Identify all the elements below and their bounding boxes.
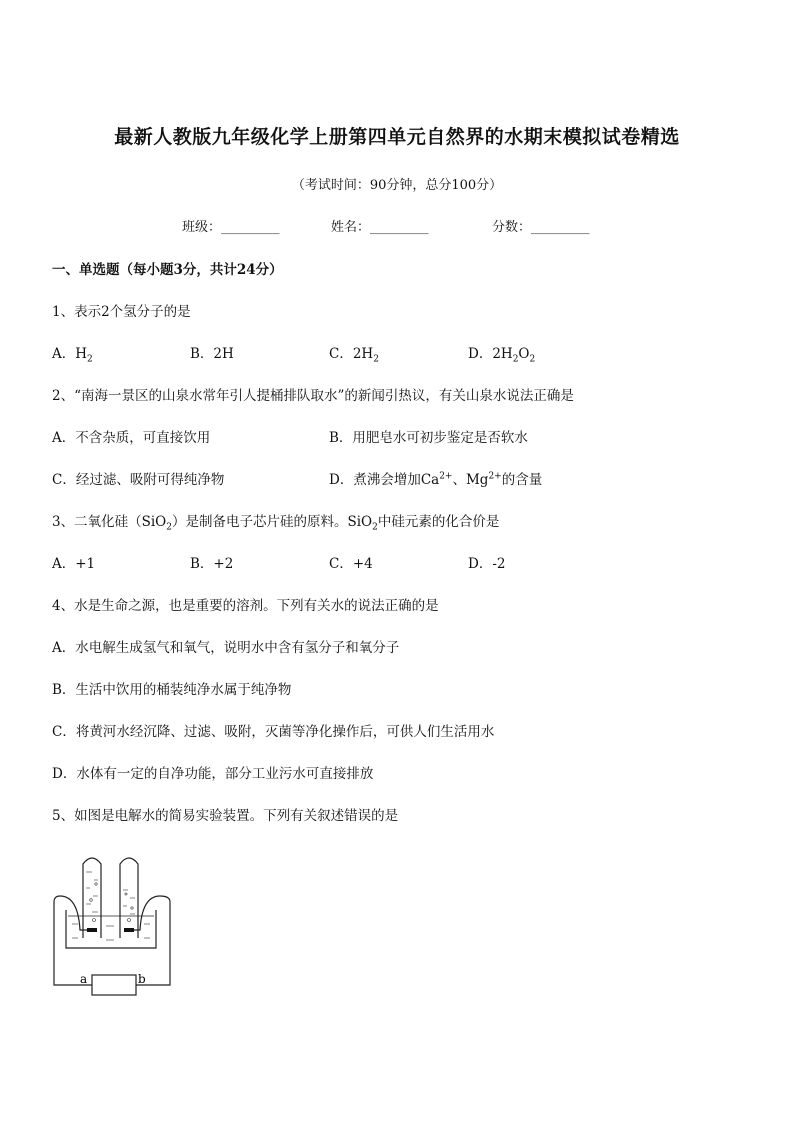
name-label: 姓名： <box>331 220 371 235</box>
name-blank: _________ <box>370 220 429 235</box>
question-2-option-d: D．煮沸会增加$Ca^{2+}$、$Mg^{2+}$的含量 <box>329 471 543 488</box>
question-3-stem: 3、二氧化硅（SiO$_2$）是制备电子芯片硅的原料。SiO$_2$中硅元素的化合价是 <box>52 514 500 533</box>
power-supply <box>92 975 136 995</box>
question-1-stem: 1、表示2个氢分子的是 <box>52 304 191 320</box>
score-label: 分数： <box>492 220 532 235</box>
electrolysis-apparatus-diagram <box>50 850 180 1000</box>
left-electrode <box>87 928 97 932</box>
question-4-option-d: D．水体有一定的自净功能，部分工业污水可直接排放 <box>52 766 374 782</box>
question-4-stem: 4、水是生命之源，也是重要的溶剂。下列有关水的说法正确的是 <box>52 598 439 614</box>
terminal-label-a: a <box>80 972 88 986</box>
question-1-option-d: D．$2H_2O_2$ <box>468 346 536 365</box>
question-2-option-a: A．不含杂质，可直接饮用 <box>52 430 211 446</box>
question-3-option-c: C．+4 <box>329 556 373 572</box>
question-5-stem: 5、如图是电解水的简易实验装置。下列有关叙述错误的是 <box>52 808 399 824</box>
question-3-option-a: A．+1 <box>52 556 96 572</box>
page-title: 最新人教版九年级化学上册第四单元自然界的水期末模拟试卷精选 <box>114 126 680 148</box>
name-field <box>331 216 429 235</box>
question-4-option-b: B．生活中饮用的桶装纯净水属于纯净物 <box>52 682 292 698</box>
exam-time-note: （考试时间：90分钟，总分100分） <box>291 178 503 193</box>
question-2-option-c: C．经过滤、吸附可得纯净物 <box>52 472 225 488</box>
question-4-option-c: C．将黄河水经沉降、过滤、吸附，灭菌等净化操作后，可供人们生活用水 <box>52 724 495 740</box>
class-field <box>182 216 280 235</box>
class-label: 班级： <box>182 220 222 235</box>
question-2-option-b: B．用肥皂水可初步鉴定是否软水 <box>329 430 528 446</box>
left-test-tube <box>83 858 101 938</box>
question-4-option-a: A．水电解生成氢气和氧气，说明水中含有氢分子和氧分子 <box>52 640 400 656</box>
score-blank: _________ <box>531 220 590 235</box>
question-1-option-c: C．$2H_2$ <box>329 346 379 365</box>
question-1-option-b: B．2H <box>190 346 234 362</box>
score-field <box>492 216 590 235</box>
section-heading: 一、单选题（每小题3分，共计24分） <box>52 262 283 278</box>
question-2-stem: 2、“南海一景区的山泉水常年引人提桶排队取水”的新闻引热议，有关山泉水说法正确是 <box>52 388 574 404</box>
terminal-label-b: b <box>138 972 146 986</box>
question-3-option-d: D．-2 <box>468 556 506 572</box>
question-1-option-a: A．$H_2$ <box>52 346 93 365</box>
question-3-option-b: B．+2 <box>190 556 234 572</box>
right-test-tube <box>120 858 138 938</box>
class-blank: _________ <box>221 220 280 235</box>
right-electrode <box>124 928 134 932</box>
